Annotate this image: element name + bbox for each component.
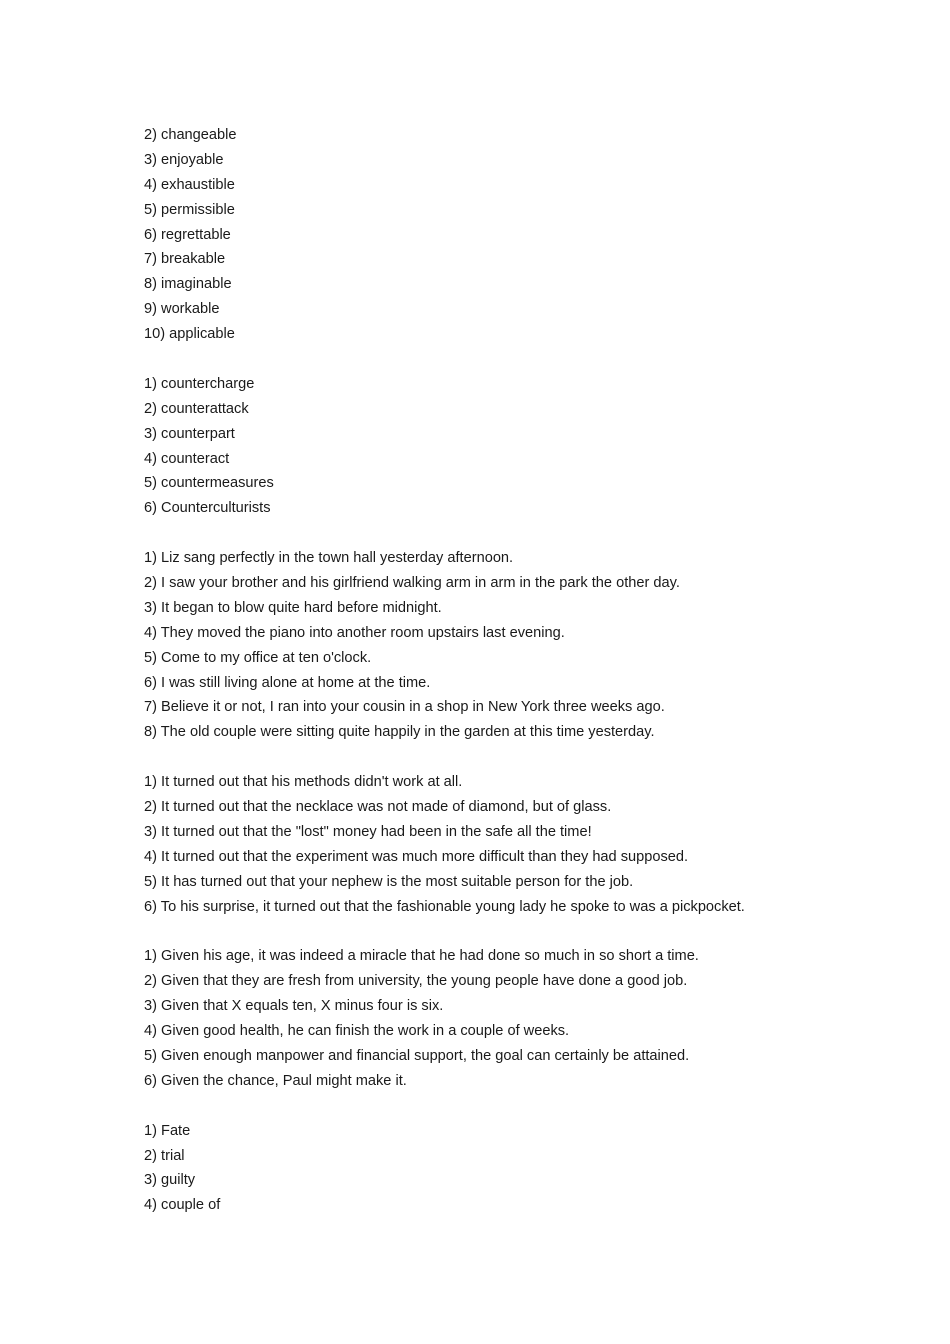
answer-key-content xyxy=(144,123,844,1218)
answer-line: 5) Come to my office at ten o'clock. xyxy=(144,649,372,666)
answer-line: 5) permissible xyxy=(144,201,235,218)
answer-line: 2) I saw your brother and his girlfriend walking arm in arm in the park the other day. xyxy=(144,575,680,592)
answer-line: 7) breakable xyxy=(144,251,226,268)
answer-line: 2) changeable xyxy=(144,127,237,143)
answer-line: 4) exhaustible xyxy=(144,176,235,193)
answer-line: 5) countermeasures xyxy=(144,475,274,492)
answer-line: 1) It turned out that his methods didn't work at all. xyxy=(144,774,463,791)
answer-line: 6) I was still living alone at home at the time. xyxy=(144,674,431,691)
answer-line: 3) counterpart xyxy=(144,425,235,442)
answer-line: 10) applicable xyxy=(144,326,235,343)
answer-line: 6) regrettable xyxy=(144,226,231,243)
answer-line: 8) The old couple were sitting quite happily in the garden at this time yesterday. xyxy=(144,724,655,741)
answer-line: 2) trial xyxy=(144,1147,185,1164)
answer-line: 1) countercharge xyxy=(144,375,255,392)
answer-line: 1) Given his age, it was indeed a miracle that he had done so much in so short a time. xyxy=(144,948,699,965)
answer-line: 5) Given enough manpower and financial support, the goal can certainly be attained. xyxy=(144,1047,690,1064)
answer-line: 6) Counterculturists xyxy=(144,500,271,517)
answer-line: 7) Believe it or not, I ran into your cousin in a shop in New York three weeks ago. xyxy=(144,699,665,716)
answer-section-5 xyxy=(144,944,844,1093)
answer-line: 3) It turned out that the "lost" money had been in the safe all the time! xyxy=(144,823,592,840)
answer-line: 5) It has turned out that your nephew is the most suitable person for the job. xyxy=(144,873,634,890)
answer-line: 8) imaginable xyxy=(144,276,232,293)
answer-line: 2) counterattack xyxy=(144,400,249,417)
answer-line: 2) Given that they are fresh from university, the young people have done a good job. xyxy=(144,973,688,990)
answer-line: 3) enjoyable xyxy=(144,151,224,168)
answer-line: 4) Given good health, he can finish the work in a couple of weeks. xyxy=(144,1023,570,1040)
answer-line: 4) They moved the piano into another room upstairs last evening. xyxy=(144,624,565,641)
answer-line: 2) It turned out that the necklace was not made of diamond, but of glass. xyxy=(144,799,612,816)
answer-line: 1) Fate xyxy=(144,1122,191,1139)
answer-line: 4) counteract xyxy=(144,450,230,467)
answer-line: 3) guilty xyxy=(144,1172,196,1189)
answer-line: 4) couple of xyxy=(144,1197,221,1214)
answer-section-6 xyxy=(144,1119,844,1219)
answer-line: 1) Liz sang perfectly in the town hall yesterday afternoon. xyxy=(144,550,514,567)
answer-line: 6) Given the chance, Paul might make it. xyxy=(144,1072,407,1089)
answer-line: 3) It began to blow quite hard before midnight. xyxy=(144,599,442,616)
answer-section-2 xyxy=(144,372,844,521)
answer-section-4 xyxy=(144,770,844,919)
answer-line: 9) workable xyxy=(144,301,220,318)
answer-line: 4) It turned out that the experiment was much more difficult than they had supposed. xyxy=(144,848,689,865)
answer-section-3 xyxy=(144,546,844,745)
answer-line: 6) To his surprise, it turned out that the fashionable young lady he spoke to was a pickpocket. xyxy=(144,898,745,915)
answer-line: 3) Given that X equals ten, X minus four is six. xyxy=(144,998,444,1015)
answer-section-1 xyxy=(144,123,844,347)
